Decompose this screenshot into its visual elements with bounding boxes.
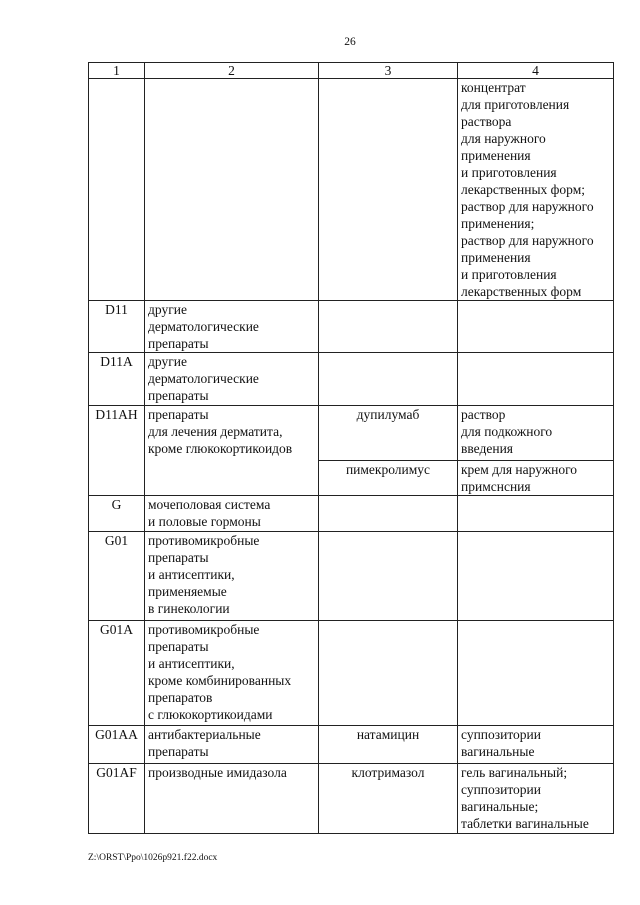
drug-cell: натамицин <box>319 726 458 764</box>
table-row <box>89 726 614 764</box>
table-row <box>89 764 614 834</box>
drug-cell: дупилумаб <box>319 406 458 461</box>
table-header-row <box>89 63 614 79</box>
table-row <box>89 406 614 461</box>
code-cell: G <box>89 496 145 532</box>
medicines-table <box>88 62 614 834</box>
group-cell: мочеполовая система и половые гормоны <box>145 496 319 532</box>
group-cell: противомикробные препараты и антисептики, кроме комбинированных препаратов с глюкокортикоидами <box>145 621 319 726</box>
code-cell: D11A <box>89 353 145 406</box>
column-header: 2 <box>145 63 319 79</box>
code-cell: D11AH <box>89 406 145 496</box>
table-row <box>89 532 614 621</box>
code-cell: G01A <box>89 621 145 726</box>
code-cell <box>89 79 145 301</box>
column-header: 3 <box>319 63 458 79</box>
group-cell: противомикробные препараты и антисептики, применяемые в гинекологии <box>145 532 319 621</box>
group-cell: другие дерматологические препараты <box>145 353 319 406</box>
group-cell: препараты для лечения дерматита, кроме глюкокортикоидов <box>145 406 319 496</box>
drug-cell <box>319 621 458 726</box>
drug-cell: пимекролимус <box>319 461 458 496</box>
column-header: 1 <box>89 63 145 79</box>
column-header: 4 <box>458 63 614 79</box>
code-cell: G01AF <box>89 764 145 834</box>
forms-cell: крем для наружного примснсния <box>458 461 614 496</box>
forms-cell: концентрат для приготовления раствора для наружного применения и приготовления лекарственных форм; раствор для наружного применения; раствор для наружного применения и приготовления лекарственных форм <box>458 79 614 301</box>
footer-file-path: Z:\ORST\Ppo\1026p921.f22.docx <box>88 853 218 863</box>
table-row <box>89 301 614 353</box>
page-number: 26 <box>344 36 356 48</box>
drug-cell <box>319 353 458 406</box>
code-cell: G01 <box>89 532 145 621</box>
group-cell: другие дерматологические препараты <box>145 301 319 353</box>
group-cell: антибактериальные препараты <box>145 726 319 764</box>
forms-cell <box>458 353 614 406</box>
forms-cell: раствор для подкожного введения <box>458 406 614 461</box>
drug-cell <box>319 532 458 621</box>
table-row <box>89 496 614 532</box>
group-cell <box>145 79 319 301</box>
forms-cell <box>458 496 614 532</box>
forms-cell <box>458 621 614 726</box>
drug-cell: клотримазол <box>319 764 458 834</box>
drug-cell <box>319 79 458 301</box>
group-cell: производные имидазола <box>145 764 319 834</box>
drug-cell <box>319 496 458 532</box>
table-row <box>89 353 614 406</box>
code-cell: G01AA <box>89 726 145 764</box>
code-cell: D11 <box>89 301 145 353</box>
forms-cell <box>458 532 614 621</box>
drug-cell <box>319 301 458 353</box>
forms-cell <box>458 301 614 353</box>
table-row <box>89 79 614 301</box>
table-row <box>89 621 614 726</box>
forms-cell: суппозитории вагинальные <box>458 726 614 764</box>
forms-cell: гель вагинальный; суппозитории вагинальные; таблетки вагинальные <box>458 764 614 834</box>
